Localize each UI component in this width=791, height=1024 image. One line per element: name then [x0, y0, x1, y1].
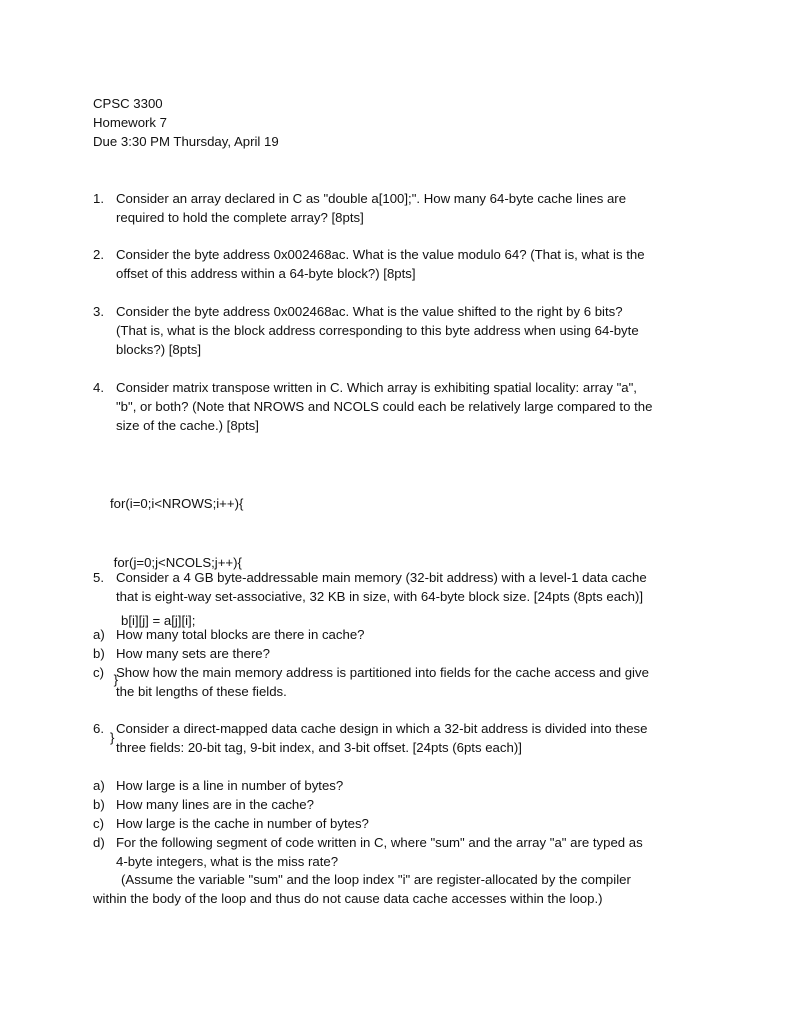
course-name: CPSC 3300: [93, 96, 163, 111]
question-text-line: Consider an array declared in C as "double a[100];". How many 64-byte cache lines are: [116, 191, 627, 206]
q5-part-b: [93, 644, 703, 663]
part-text-line: For the following segment of code written in C, where "sum" and the array "a" are typed as: [116, 835, 643, 850]
note-line: within the body of the loop and thus do not cause data cache accesses within the loop.): [93, 891, 603, 906]
code-line: }: [110, 671, 119, 687]
question-text-line: Consider a 4 GB byte-addressable main memory (32-bit address) with a level-1 data cache: [116, 570, 647, 585]
part-text-line: How large is a line in number of bytes?: [116, 778, 344, 793]
question-number: 1.: [93, 191, 104, 206]
code-line: for(j=0;j<NCOLS;j++){: [110, 554, 242, 570]
question-4: [93, 378, 703, 435]
question-text-line: required to hold the complete array? [8pts]: [116, 210, 364, 225]
assumption-note: [93, 870, 713, 908]
question-text-line: Consider the byte address 0x002468ac. What is the value shifted to the right by 6 bits?: [116, 304, 623, 319]
question-1: [93, 189, 703, 227]
q6-part-c: [93, 814, 703, 833]
question-text-line: blocks?) [8pts]: [116, 342, 202, 357]
document-header: [93, 94, 279, 151]
part-text-line: How many sets are there?: [116, 646, 270, 661]
question-text-line: size of the cache.) [8pts]: [116, 418, 259, 433]
code-line: }: [110, 730, 115, 745]
question-5: [93, 568, 703, 606]
part-text-line: How many total blocks are there in cache?: [116, 627, 365, 642]
question-number: 2.: [93, 247, 104, 262]
part-label: d): [93, 835, 105, 850]
q6-part-a: [93, 776, 703, 795]
part-text-line: 4-byte integers, what is the miss rate?: [116, 854, 339, 869]
due-date: Due 3:30 PM Thursday, April 19: [93, 134, 279, 149]
question-number: 6.: [93, 721, 104, 736]
part-label: c): [93, 665, 104, 680]
q6-part-d: [93, 833, 703, 871]
question-number: 4.: [93, 380, 104, 395]
question-3: [93, 302, 703, 359]
question-text-line: Consider the byte address 0x002468ac. What is the value modulo 64? (That is, what is the: [116, 247, 645, 262]
q6-part-b: [93, 795, 703, 814]
part-label: c): [93, 816, 104, 831]
question-number: 5.: [93, 570, 104, 585]
note-line: (Assume the variable "sum" and the loop index "i" are register-allocated by the compiler: [121, 872, 631, 887]
question-text-line: "b", or both? (Note that NROWS and NCOLS could each be relatively large compared to the: [116, 399, 653, 414]
q5-part-a: [93, 625, 703, 644]
code-line: b[i][j] = a[j][i];: [110, 613, 196, 628]
q5-part-c: [93, 663, 703, 701]
assignment-title: Homework 7: [93, 115, 168, 130]
part-text-line: Show how the main memory address is partitioned into fields for the cache access and give: [116, 665, 649, 680]
question-text-line: three fields: 20-bit tag, 9-bit index, and 3-bit offset. [24pts (6pts each)]: [116, 740, 522, 755]
question-text-line: Consider matrix transpose written in C. Which array is exhibiting spatial locality: array "a",: [116, 380, 637, 395]
question-text-line: offset of this address within a 64-byte block?) [8pts]: [116, 266, 416, 281]
question-text-line: (That is, what is the block address corresponding to this byte address when using 64-byte: [116, 323, 639, 338]
question-2: [93, 245, 703, 283]
part-label: b): [93, 797, 105, 812]
part-text-line: How many lines are in the cache?: [116, 797, 314, 812]
part-label: a): [93, 627, 105, 642]
code-line: for(i=0;i<NROWS;i++){: [110, 496, 244, 511]
part-text-line: How large is the cache in number of bytes?: [116, 816, 369, 831]
part-text-line: the bit lengths of these fields.: [116, 684, 287, 699]
question-text-line: that is eight-way set-associative, 32 KB in size, with 64-byte block size. [24pts (8pts each)]: [116, 589, 644, 604]
question-text-line: Consider a direct-mapped data cache design in which a 32-bit address is divided into these: [116, 721, 648, 736]
part-label: b): [93, 646, 105, 661]
part-label: a): [93, 778, 105, 793]
question-number: 3.: [93, 304, 104, 319]
question-6: [93, 719, 703, 757]
